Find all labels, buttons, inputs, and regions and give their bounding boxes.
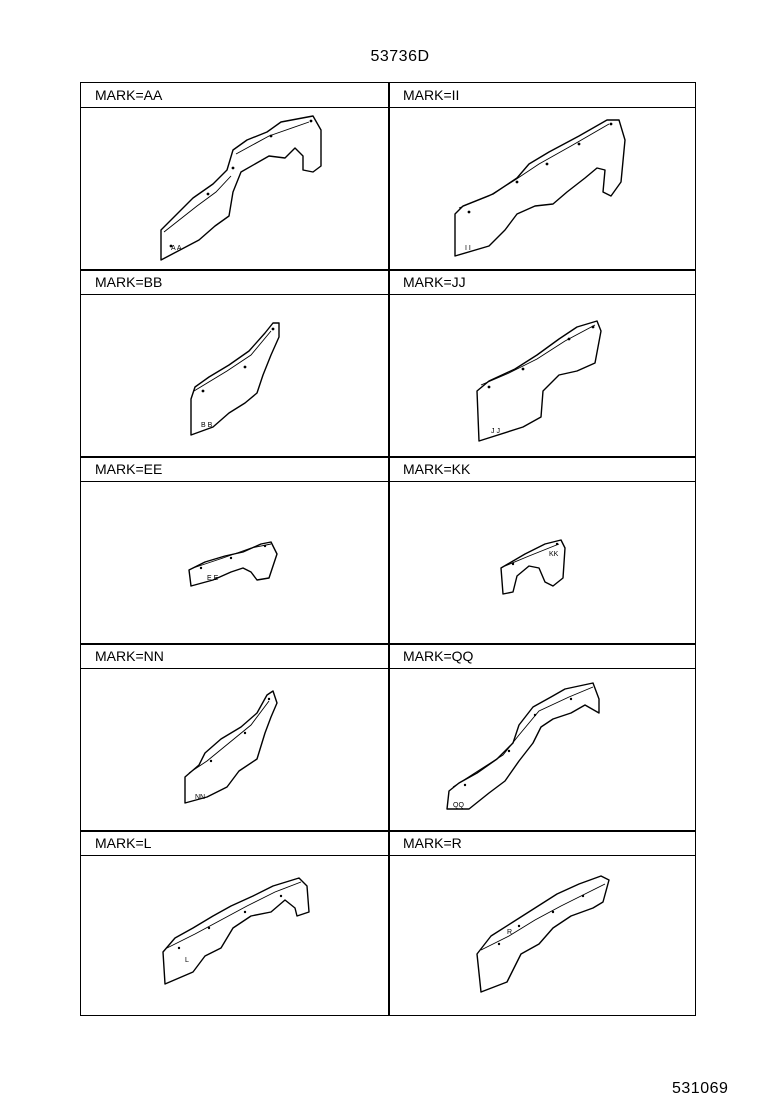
part-mark: E E [207,575,219,582]
part-mark: KK [549,551,559,558]
part-drawing-qq [389,669,696,830]
part-drawing-l [81,856,388,1017]
part-mark: B B [201,422,213,429]
cell-label: MARK=II [389,83,696,108]
cell-label: MARK=NN [81,644,388,669]
part-drawing-kk [389,482,696,643]
part-drawing-ii [389,108,696,269]
part-mark: NN [195,794,206,801]
diagram-number: 53736D [370,48,430,65]
cell-mark-l [81,831,388,1017]
part-drawing-r [389,856,696,1017]
part-drawing-ee [81,482,388,643]
cell-label: MARK=QQ [389,644,696,669]
cell-label: MARK=JJ [389,270,696,295]
part-mark: L [185,957,189,964]
cell-mark-jj [389,270,696,456]
cell-label: MARK=KK [389,457,696,482]
part-drawing-nn [81,669,388,830]
part-mark: QQ [453,802,464,809]
cell-mark-ee [81,457,388,643]
cell-mark-r [389,831,696,1017]
part-mark: A A [171,245,182,252]
cell-label: MARK=L [81,831,388,856]
part-drawing-aa [81,108,388,269]
part-mark: R [507,929,513,936]
cell-mark-ii [389,83,696,269]
part-mark: J J [491,428,500,435]
cell-mark-aa [81,83,388,269]
cell-mark-nn [81,644,388,830]
cell-label: MARK=BB [81,270,388,295]
part-drawing-jj [389,295,696,456]
cell-label: MARK=AA [81,83,388,108]
cell-mark-kk [389,457,696,643]
cell-label: MARK=R [389,831,696,856]
parts-grid [80,82,696,1016]
part-drawing-bb [81,295,388,456]
part-mark: I I [465,245,471,252]
figure-number: 531069 [672,1080,729,1097]
cell-label: MARK=EE [81,457,388,482]
cell-mark-qq [389,644,696,830]
cell-mark-bb [81,270,388,456]
